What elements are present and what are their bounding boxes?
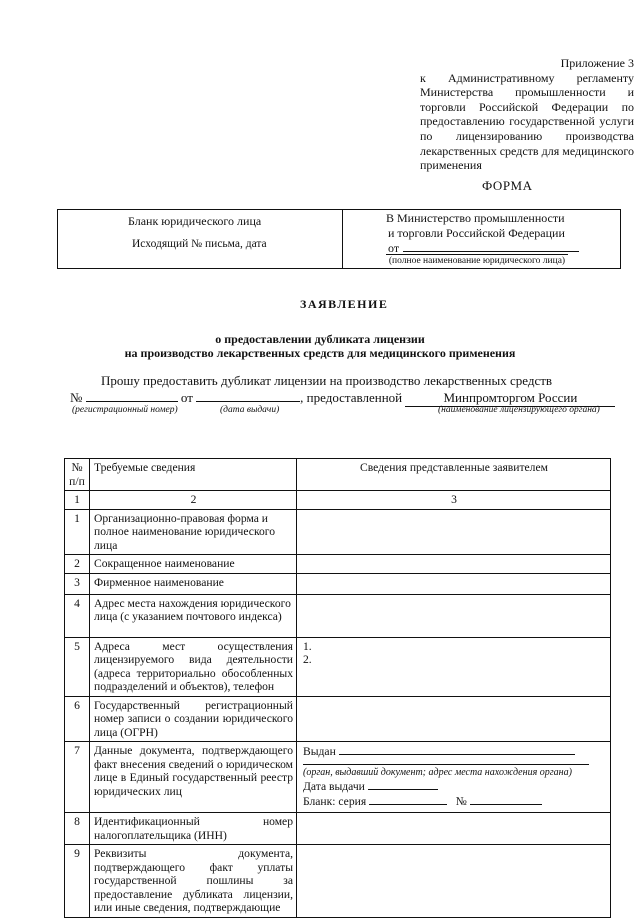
appendix-title: Приложение 3 (560, 56, 634, 70)
colnum-3: 3 (297, 491, 611, 510)
egrul-document-field (297, 742, 611, 813)
document-subtitle-2: на производство лекарственных средств для медицинского применения (124, 346, 516, 360)
header-box (57, 209, 621, 269)
table-row (65, 509, 611, 555)
information-table (64, 458, 611, 918)
table-row (65, 573, 611, 594)
row-label: Сокращенное наименование (90, 555, 297, 574)
row-number: 4 (65, 594, 90, 637)
row-value-field[interactable] (297, 573, 611, 594)
egrul-date-field[interactable] (368, 779, 438, 790)
table-row (65, 594, 611, 637)
address-item-2: 2. (303, 653, 312, 666)
row-value-field[interactable] (297, 813, 611, 845)
colnum-2: 2 (90, 491, 297, 510)
row-value-field[interactable] (297, 845, 611, 918)
address-item-1: 1. (303, 639, 312, 653)
row-label: Адреса мест осуществления лицензируемого вида деятельности (адреса территориально обособленных подразделений и объектов), телефон (90, 637, 297, 696)
from-label: от (388, 241, 400, 255)
appendix-text: к Административному регламенту Министерства промышленности и торговли Российской Федерации по предоставлению государственной услуги по лицензированию производства лекарственных средств для медицинского применения (420, 70, 634, 173)
row-number: 2 (65, 555, 90, 574)
document-subtitle-1: о предоставлении дубликата лицензии (215, 332, 425, 346)
row-label: Идентификационный номер налогоплательщика (ИНН) (90, 813, 297, 845)
issue-date-field[interactable] (196, 389, 300, 402)
blank-line (303, 794, 607, 809)
licensing-organ-value: Минпромторгом России (443, 390, 578, 405)
row-number: 6 (65, 696, 90, 742)
table-row (65, 742, 611, 813)
row-number: 9 (65, 845, 90, 918)
colnum-1: 1 (65, 491, 90, 510)
header-divider (342, 210, 343, 268)
appendix-block (420, 56, 634, 173)
issued-line (303, 744, 607, 759)
blank-number-field[interactable] (470, 794, 542, 805)
issue-date-hint: (дата выдачи) (220, 405, 280, 415)
addressee-line1: В Министерство промышленности (386, 211, 565, 225)
row-label: Организационно-правовая форма и полное наименование юридического лица (90, 509, 297, 555)
from-field[interactable] (403, 241, 579, 252)
letterhead-label: Бланк юридического лица (128, 214, 262, 228)
reg-number-field[interactable] (86, 389, 178, 402)
issued-hint: (орган, выдавший документ; адрес места нахождения органа) (303, 766, 572, 778)
number-sign: № (70, 390, 83, 405)
row-label: Реквизиты документа, подтверждающего факт уплаты государственной пошлины за предоставление дубликата лицензии, или иные сведения, подтверждающие (90, 845, 297, 918)
row-value-field[interactable] (297, 696, 611, 742)
header-required: Требуемые сведения (90, 459, 297, 491)
row-number: 1 (65, 509, 90, 555)
table-row (65, 813, 611, 845)
header-provided: Сведения представленные заявителем (297, 459, 611, 491)
issued-hint-line (303, 763, 607, 780)
row-value-field[interactable] (297, 555, 611, 574)
row-number: 5 (65, 637, 90, 696)
document-title: ЗАЯВЛЕНИЕ (300, 297, 389, 311)
reg-number-hint: (регистрационный номер) (72, 405, 178, 415)
row-label: Адрес места нахождения юридического лица (с указанием почтового индекса) (90, 594, 297, 637)
row-label: Фирменное наименование (90, 573, 297, 594)
row-value-field[interactable] (297, 594, 611, 637)
table-header-row (65, 459, 611, 491)
blank-series-field[interactable] (369, 794, 447, 805)
issue-date-label: Дата выдачи (303, 780, 365, 793)
row-number: 3 (65, 573, 90, 594)
from-date-label: от (180, 390, 193, 405)
issue-date-line (303, 779, 607, 794)
licensing-organ-hint: (наименование лицензирующего органа) (438, 405, 600, 415)
request-text: Прошу предоставить дубликат лицензии на производство лекарственных средств (101, 373, 553, 388)
issued-field-2[interactable] (303, 763, 589, 765)
provided-label: , предоставленной (300, 390, 403, 405)
row-label: Государственный регистрационный номер записи о создании юридического лица (ОГРН) (90, 696, 297, 742)
table-row (65, 637, 611, 696)
issued-field[interactable] (339, 744, 575, 755)
table-row (65, 555, 611, 574)
issued-label: Выдан (303, 745, 336, 758)
table-row (65, 696, 611, 742)
form-label: ФОРМА (482, 178, 533, 193)
row-value-field[interactable] (297, 637, 611, 696)
blank-number-label: № (455, 794, 467, 808)
header-num: № п/п (65, 459, 90, 491)
row-value-field[interactable] (297, 509, 611, 555)
outgoing-number-label: Исходящий № письма, дата (132, 238, 267, 250)
row-number: 7 (65, 742, 90, 813)
table-colnum-row (65, 491, 611, 510)
row-label: Данные документа, подтверждающего факт внесения сведений о юридическом лице в Единый государственный реестр юридических лиц (90, 742, 297, 813)
table-row (65, 845, 611, 918)
blank-series-label: Бланк: серия (303, 794, 367, 808)
legal-name-hint: (полное наименование юридического лица) (386, 254, 568, 266)
addressee-line2: и торговли Российской Федерации (388, 226, 565, 240)
row-number: 8 (65, 813, 90, 845)
